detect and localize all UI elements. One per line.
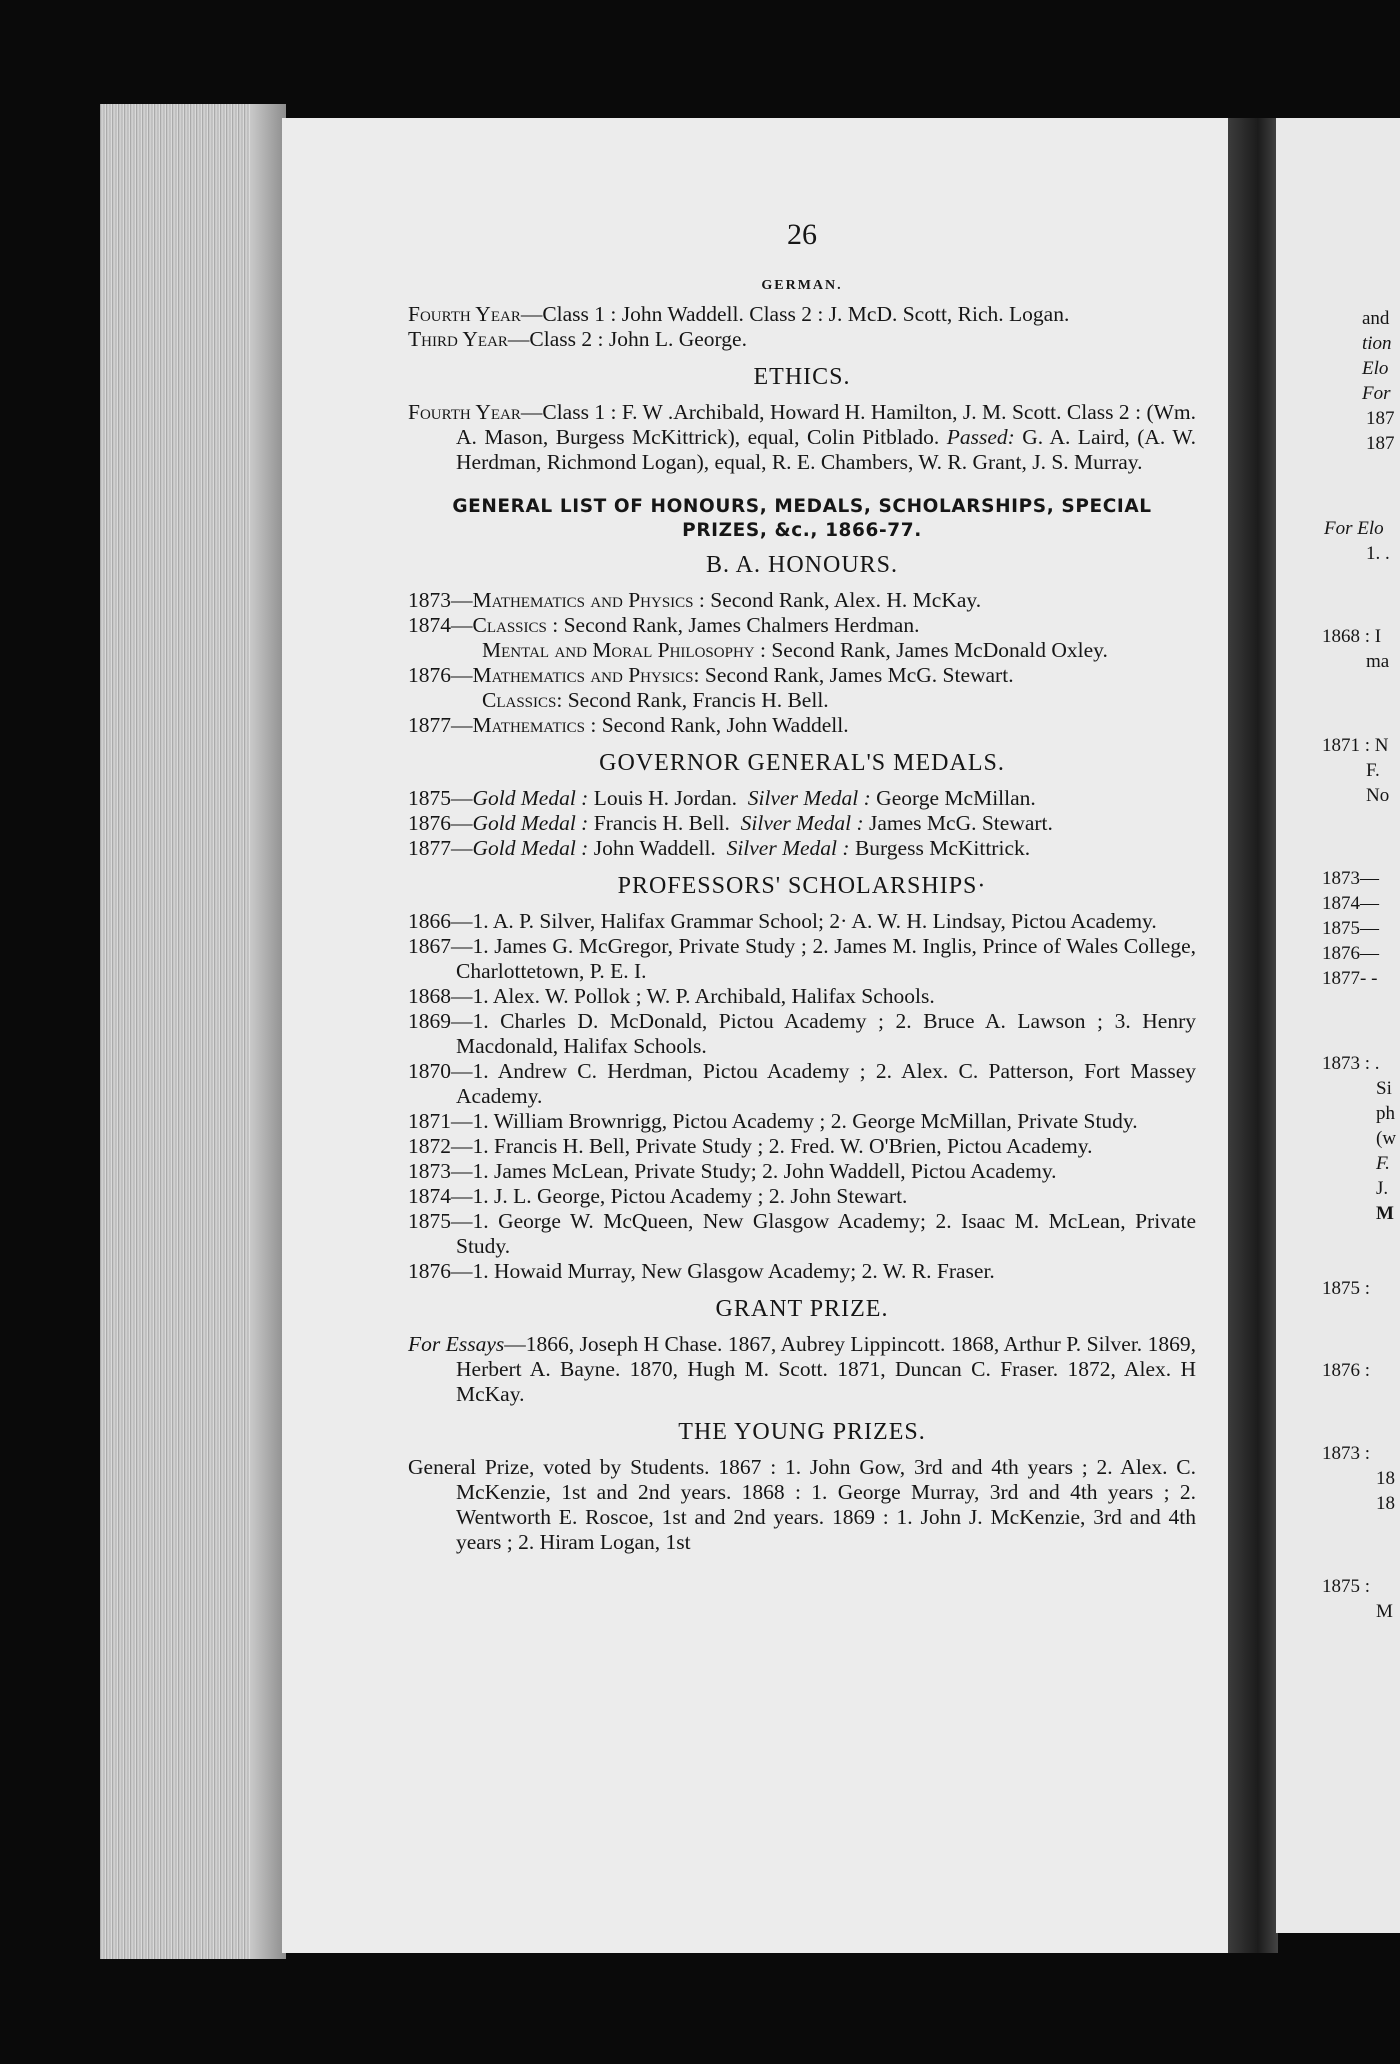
professors-scholarships-section — [408, 874, 1196, 1284]
scholarship-entry: 1866—1. A. P. Silver, Halifax Grammar School; 2· A. W. H. Lindsay, Pictou Academy. — [408, 909, 1157, 933]
facing-fragment: 1876 : — [1322, 1360, 1371, 1381]
facing-fragment: Si — [1376, 1078, 1392, 1099]
general-list-title: GENERAL LIST OF HONOURS, MEDALS, SCHOLARSHIPS, SPECIAL PRIZES, &c., 1866-77. — [452, 496, 1152, 541]
medal-entry: 1875—Gold Medal : Louis H. Jordan. Silver Medal : George McMillan. — [408, 786, 1036, 810]
facing-fragment: 1876— — [1322, 943, 1379, 964]
facing-fragment: No — [1366, 785, 1390, 806]
honours-entry: 1876—Mathematics and Physics: Second Rank, James McG. Stewart. — [408, 663, 1014, 687]
facing-fragment: ph — [1376, 1103, 1395, 1124]
facing-fragment: 18 — [1376, 1468, 1395, 1489]
honours-entry: 1873—Mathematics and Physics : Second Rank, Alex. H. McKay. — [408, 588, 982, 612]
scholarship-entry: 1875—1. George W. McQueen, New Glasgow Academy; 2. Isaac M. McLean, Private Study. — [408, 1209, 1196, 1258]
facing-fragment: 1868 : I — [1322, 626, 1382, 647]
facing-fragment: 1873— — [1322, 868, 1379, 889]
scholarship-entry: 1867—1. James G. McGregor, Private Study ; 2. James M. Inglis, Prince of Wales College, Charlottetown, P. E. I. — [408, 934, 1196, 983]
young-prizes-entry: General Prize, voted by Students. 1867 : 1. John Gow, 3rd and 4th years ; 2. Alex. C. McKenzie, 1st and 2nd years. 1868 : 1. George Murray, 3rd and 4th years ; 2. Wentworth E. Roscoe, 1st and 2nd years. 1869 : 1. John J. McKenzie, 3rd and 4th years ; 2. Hiram Logan, 1st — [408, 1455, 1196, 1554]
honours-entry: 1877—Mathematics : Second Rank, John Waddell. — [408, 713, 849, 737]
ethics-entry: Fourth Year—Class 1 : F. W .Archibald, Howard H. Hamilton, J. M. Scott. Class 2 : (Wm. A. Mason, Burgess McKittrick), equal, Colin Pitblado. Passed: G. A. Laird, (A. W. Herdman, Richmond Logan), equal, R. E. Chambers, W. R. Grant, J. S. Murray. — [408, 400, 1197, 474]
facing-fragment: F. — [1376, 1153, 1390, 1174]
ethics-title: ETHICS. — [753, 364, 851, 390]
facing-fragment: For Elo — [1324, 518, 1384, 539]
facing-fragment: 187 — [1366, 433, 1395, 454]
scholarship-entry: 1870—1. Andrew C. Herdman, Pictou Academy ; 2. Alex. C. Patterson, Fort Massey Academy. — [408, 1059, 1196, 1108]
facing-fragment: ma — [1366, 651, 1390, 672]
scholarship-entry: 1868—1. Alex. W. Pollok ; W. P. Archibald, Halifax Schools. — [408, 984, 935, 1008]
facing-fragment: Elo — [1362, 358, 1389, 379]
ba-honours-title: B. A. HONOURS. — [705, 552, 899, 578]
ba-honours-section — [408, 553, 1196, 738]
facing-fragment: For — [1362, 383, 1391, 404]
facing-fragment: 1874— — [1322, 893, 1379, 914]
grant-prize-title: GRANT PRIZE. — [715, 1296, 889, 1322]
young-prizes-section — [408, 1420, 1196, 1555]
facing-fragment: 1877- - — [1322, 968, 1378, 989]
facing-fragment: 1875— — [1322, 918, 1379, 939]
page-number: 26 — [787, 218, 817, 251]
grant-prize-entry: For Essays—1866, Joseph H Chase. 1867, Aubrey Lippincott. 1868, Arthur P. Silver. 1869, Herbert A. Bayne. 1870, Hugh M. Scott. 1871, Duncan C. Fraser. 1872, Alex. H McKay. — [408, 1332, 1196, 1406]
facing-fragment: 18 — [1376, 1493, 1395, 1514]
facing-fragment: 1875 : — [1322, 1576, 1371, 1597]
facing-fragment: tion — [1362, 333, 1392, 354]
facing-fragment: (w — [1376, 1128, 1397, 1149]
facing-fragment: M — [1376, 1601, 1393, 1622]
german-section — [408, 273, 1196, 352]
facing-fragment: 1873 : . — [1322, 1053, 1380, 1074]
professors-scholarships-title: PROFESSORS' SCHOLARSHIPS· — [617, 873, 987, 899]
german-entry: Fourth Year—Class 1 : John Waddell. Class 2 : J. McD. Scott, Rich. Logan. — [408, 302, 1070, 326]
governor-medals-section — [408, 751, 1196, 861]
facing-fragment: 1875 : — [1322, 1278, 1371, 1299]
scholarship-entry: 1876—1. Howaid Murray, New Glasgow Academy; 2. W. R. Fraser. — [408, 1259, 995, 1283]
book-page-edges — [100, 104, 286, 1959]
german-title: GERMAN. — [761, 278, 843, 293]
page-content — [408, 218, 1197, 1555]
facing-fragment: and — [1362, 308, 1390, 329]
scholarship-entry: 1874—1. J. L. George, Pictou Academy ; 2. John Stewart. — [408, 1184, 908, 1208]
medal-entry: 1876—Gold Medal : Francis H. Bell. Silver Medal : James McG. Stewart. — [408, 811, 1053, 835]
facing-fragment: F. — [1366, 760, 1380, 781]
facing-page — [1276, 118, 1400, 1933]
scholarship-entry: 1873—1. James McLean, Private Study; 2. John Waddell, Pictou Academy. — [408, 1159, 1057, 1183]
grant-prize-section — [408, 1297, 1196, 1407]
facing-fragment: 1873 : — [1322, 1443, 1371, 1464]
ethics-section — [408, 365, 1196, 475]
honours-entry: Mental and Moral Philosophy : Second Rank, James McDonald Oxley. — [482, 638, 1108, 662]
facing-fragment: M — [1376, 1203, 1394, 1224]
scholarship-entry: 1869—1. Charles D. McDonald, Pictou Academy ; 2. Bruce A. Lawson ; 3. Henry Macdonald, Halifax Schools. — [408, 1009, 1196, 1058]
honours-entry: Classics: Second Rank, Francis H. Bell. — [482, 688, 829, 712]
facing-fragment: 1. . — [1366, 543, 1390, 564]
scholarship-entry: 1871—1. William Brownrigg, Pictou Academy ; 2. George McMillan, Private Study. — [408, 1109, 1138, 1133]
medal-entry: 1877—Gold Medal : John Waddell. Silver Medal : Burgess McKittrick. — [408, 836, 1031, 860]
book-gutter — [1228, 118, 1278, 1953]
german-entry: Third Year—Class 2 : John L. George. — [408, 327, 747, 351]
facing-fragment: 1871 : N — [1322, 735, 1389, 756]
young-prizes-title: THE YOUNG PRIZES. — [678, 1419, 926, 1445]
governor-medals-title: GOVERNOR GENERAL'S MEDALS. — [599, 750, 1005, 776]
facing-fragment: 187 — [1366, 408, 1395, 429]
honours-entry: 1874—Classics : Second Rank, James Chalmers Herdman. — [408, 613, 920, 637]
facing-fragment: J. — [1376, 1178, 1389, 1199]
scholarship-entry: 1872—1. Francis H. Bell, Private Study ; 2. Fred. W. O'Brien, Pictou Academy. — [408, 1134, 1093, 1158]
